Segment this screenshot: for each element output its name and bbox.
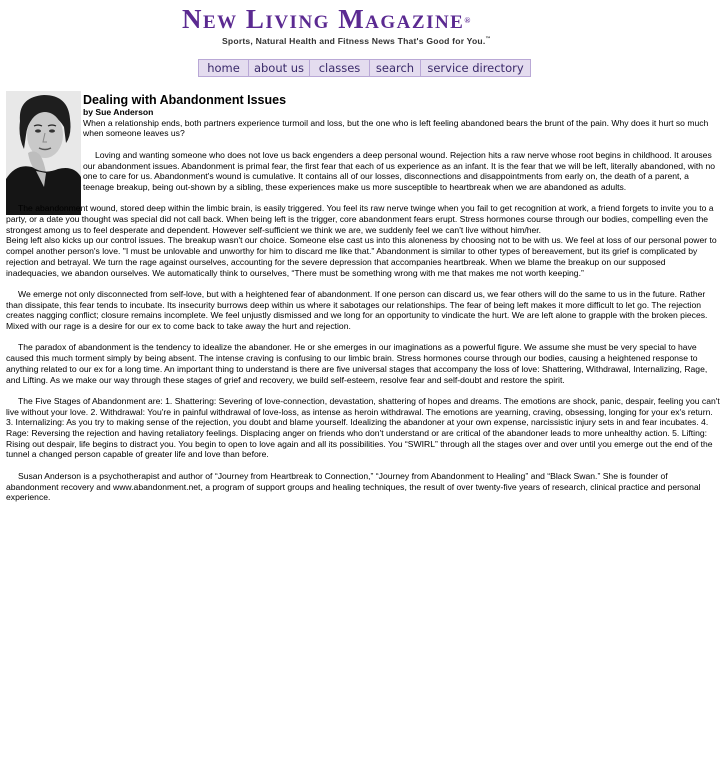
- trademark-mark: ™: [485, 36, 491, 43]
- article-paragraph: Being left also kicks up our control issues. The breakup wasn't our choice. Someone else cast us into this aloneness by choosing not to be with us. We feel at loss of our personal power to compel another person's love. "I must be unlovable and unworthy for him to discard me like that." Abandonment is similar to other types of bereavement, but its grief is complicated by rejection and betrayal. We turn the rage against ourselves, accounting for the severe depression that accompanies heartbreak. When we blame the breakup on our supposed inadequacies, we abandon ourselves. We automatically think to ourselves, “There must be something wrong with me that makes me not worth keeping.”: [6, 235, 717, 278]
- tagline-text: Sports, Natural Health and Fitness News That's Good for You.: [222, 36, 486, 46]
- main-nav: [198, 59, 531, 77]
- masthead: [0, 0, 728, 54]
- author-bio: Susan Anderson is a psychotherapist and author of “Journey from Heartbreak to Connection,” “Journey from Abandonment to Healing” and “Black Swan.” She is founder of abandonment recovery and www.abandonment.net, a program of support groups and healing techniques, the result of over twenty-five years of research, clinical practice and personal experience.: [6, 470, 701, 503]
- article-paragraph: We emerge not only disconnected from self-love, but with a heightened fear of abandonment. If one person can discard us, we fear others will do the same to us in the future. Rather than dissipate, this fear tends to incubate. Its insecurity burrows deep within us where it sabotages our relationships. The fear of being left makes it more difficult to let go. The rejection creates nagging conflict; closure remains incomplete. We feel unjustly dismissed and we long for an opportunity to vindicate the hurt. We are left alone to grapple with the broken pieces. Mixed with our rage is a desire for our ex to come back to take away the hurt and rejection.: [6, 288, 708, 332]
- article-title: Dealing with Abandonment Issues: [83, 93, 287, 107]
- article-header: [83, 93, 720, 139]
- article: [6, 93, 720, 503]
- nav-classes-link[interactable]: classes: [310, 60, 370, 76]
- article-paragraph: The abandonment wound, stored deep within the limbic brain, is easily triggered. You feel its raw nerve twinge when you fail to get recognition at work, a friend forgets to invite you to a party, or a date you thought was special did not call back. When being left is the trigger, core abandonment fears erupt. Stress hormones course through our bodies, compelling even the strongest among us to feel desperate and dependent. However self-sufficient we think we are, we suddenly feel we can't live without him/her.: [6, 203, 714, 235]
- article-paragraph: The Five Stages of Abandonment are: 1. Shattering: Severing of love-connection, devastation, shattering of hopes and dreams. The emotions are shock, panic, despair, feeling you can't live without your love. 2. Withdrawal: You're in painful withdrawal of love-loss, as intense as heroin withdrawal. The emotions are yearning, craving, obsessing, longing for your ex's return. 3. Internalizing: As you try to making sense of the rejection, you doubt and blame yourself. Idealizing the abandoner at your own expense, narcissistic injury sets in and fear incubates. 4. Rage: Reversing the rejection and having retaliatory feelings. Displacing anger on friends who don't understand or are critical of the abandoner leads to more unhealthy action. 5. Lifting: Rising out despair, life begins to distract you. You begin to open to love again and all its possibilities. You “SWIRL” through all the stages over and over until you emerge out the end of the tunnel a changed person capable of greater life and love than before.: [6, 395, 720, 460]
- article-byline: by Sue Anderson: [83, 107, 154, 117]
- nav-about-us-link[interactable]: about us: [249, 60, 310, 76]
- site-logo[interactable]: [182, 4, 472, 34]
- article-paragraph: The paradox of abandonment is the tendency to idealize the abandoner. He or she emerges in our imaginations as a powerful figure. We assume she must be very special to have caused this much torment simply by being absent. The intense craving is confusing to our limbic brain. Stress hormones course through our bodies, causing a heightened response to anything related to our ex for a long time. An important thing to understand is there are five universal stages that accompany the loss of love: Shattering, Withdrawal, Internalizing, Rage, and Lifting. As we make our way through these stages of grief and recovery, we build self-esteem, resolve fear and self-doubt and restore the spirit.: [6, 342, 708, 385]
- site-tagline: [222, 36, 491, 46]
- article-paragraph: Loving and wanting someone who does not love us back engenders a deep personal wound. Rejection hits a raw nerve whose root begins in childhood. It arouses our abandonment issues. Abandonment is primal fear, the first fear that each of us experience as an infant. It is the fear that we will be left, literally abandoned, with no one to care for us. Abandonment's wound is cumulative. It contains all of our losses, disconnections and disappointments from early on, the death of a parent, a teenage breakup, being out-shown by a sibling, these experiences make us more susceptible to heartbreak when we are abandoned as adults.: [83, 149, 716, 192]
- nav-search-link[interactable]: search: [370, 60, 421, 76]
- nav-service-directory-link[interactable]: service directory: [427, 61, 524, 75]
- nav-home-link[interactable]: home: [199, 60, 249, 76]
- article-paragraph: When a relationship ends, both partners experience turmoil and loss, but the one who is left feeling abandoned bears the brunt of the pain. Why does it hurt so much when someone leaves us?: [83, 117, 709, 139]
- logo-text: New Living Magazine: [182, 4, 465, 34]
- registered-mark: ®: [464, 16, 472, 25]
